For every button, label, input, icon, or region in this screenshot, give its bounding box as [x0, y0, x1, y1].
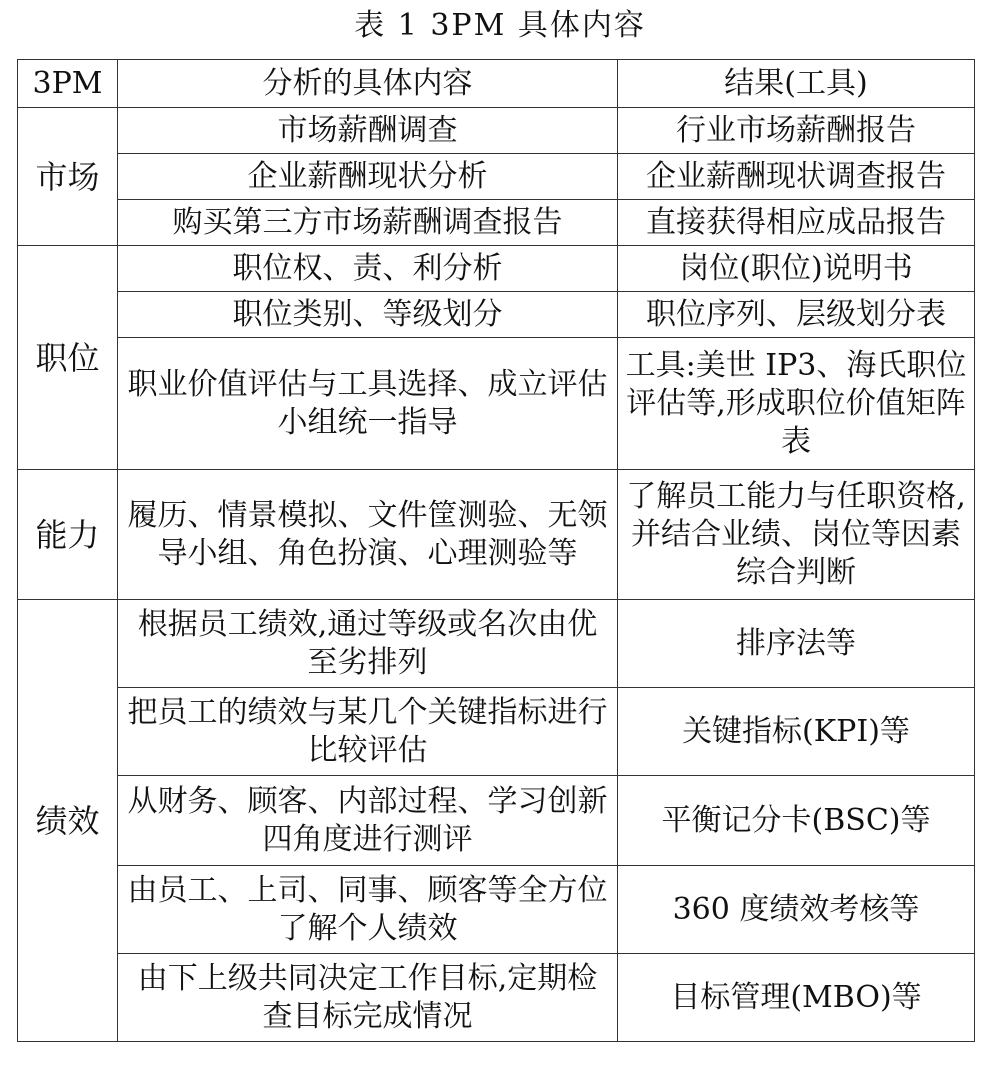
content-cell: 由员工、上司、同事、顾客等全方位了解个人绩效 — [118, 866, 618, 954]
content-cell: 职位类别、等级划分 — [118, 292, 618, 338]
header-3pm: 3PM — [18, 60, 118, 108]
content-table — [17, 59, 975, 1042]
result-cell: 关键指标(KPI)等 — [618, 688, 975, 776]
content-cell: 把员工的绩效与某几个关键指标进行比较评估 — [118, 688, 618, 776]
table-row — [18, 866, 975, 954]
result-cell: 目标管理(MBO)等 — [618, 954, 975, 1042]
category-cell-position: 职位 — [18, 246, 118, 470]
table-row — [18, 108, 975, 154]
content-cell: 职位权、责、利分析 — [118, 246, 618, 292]
result-cell: 直接获得相应成品报告 — [618, 200, 975, 246]
content-cell: 职业价值评估与工具选择、成立评估小组统一指导 — [118, 338, 618, 470]
header-row — [18, 60, 975, 108]
result-cell: 职位序列、层级划分表 — [618, 292, 975, 338]
table-row — [18, 470, 975, 600]
table-row — [18, 338, 975, 470]
content-cell: 从财务、顾客、内部过程、学习创新四角度进行测评 — [118, 776, 618, 866]
result-cell: 360 度绩效考核等 — [618, 866, 975, 954]
result-cell: 企业薪酬现状调查报告 — [618, 154, 975, 200]
table-row — [18, 292, 975, 338]
table-row — [18, 600, 975, 688]
content-cell: 购买第三方市场薪酬调查报告 — [118, 200, 618, 246]
category-cell-market: 市场 — [18, 108, 118, 246]
result-cell: 平衡记分卡(BSC)等 — [618, 776, 975, 866]
result-cell: 工具:美世 IP3、海氏职位评估等,形成职位价值矩阵表 — [618, 338, 975, 470]
table-row — [18, 776, 975, 866]
content-cell: 企业薪酬现状分析 — [118, 154, 618, 200]
result-cell: 行业市场薪酬报告 — [618, 108, 975, 154]
table-row — [18, 688, 975, 776]
result-cell: 排序法等 — [618, 600, 975, 688]
table-row — [18, 200, 975, 246]
content-cell: 履历、情景模拟、文件筐测验、无领导小组、角色扮演、心理测验等 — [118, 470, 618, 600]
result-cell: 了解员工能力与任职资格,并结合业绩、岗位等因素综合判断 — [618, 470, 975, 600]
table-row — [18, 246, 975, 292]
result-cell: 岗位(职位)说明书 — [618, 246, 975, 292]
category-cell-performance: 绩效 — [18, 600, 118, 1042]
header-result: 结果(工具) — [618, 60, 975, 108]
category-cell-ability: 能力 — [18, 470, 118, 600]
table-caption: 表 1 3PM 具体内容 — [354, 8, 646, 43]
content-cell: 市场薪酬调查 — [118, 108, 618, 154]
table-row — [18, 954, 975, 1042]
content-cell: 根据员工绩效,通过等级或名次由优至劣排列 — [118, 600, 618, 688]
content-cell: 由下上级共同决定工作目标,定期检查目标完成情况 — [118, 954, 618, 1042]
table-row — [18, 154, 975, 200]
header-content: 分析的具体内容 — [118, 60, 618, 108]
